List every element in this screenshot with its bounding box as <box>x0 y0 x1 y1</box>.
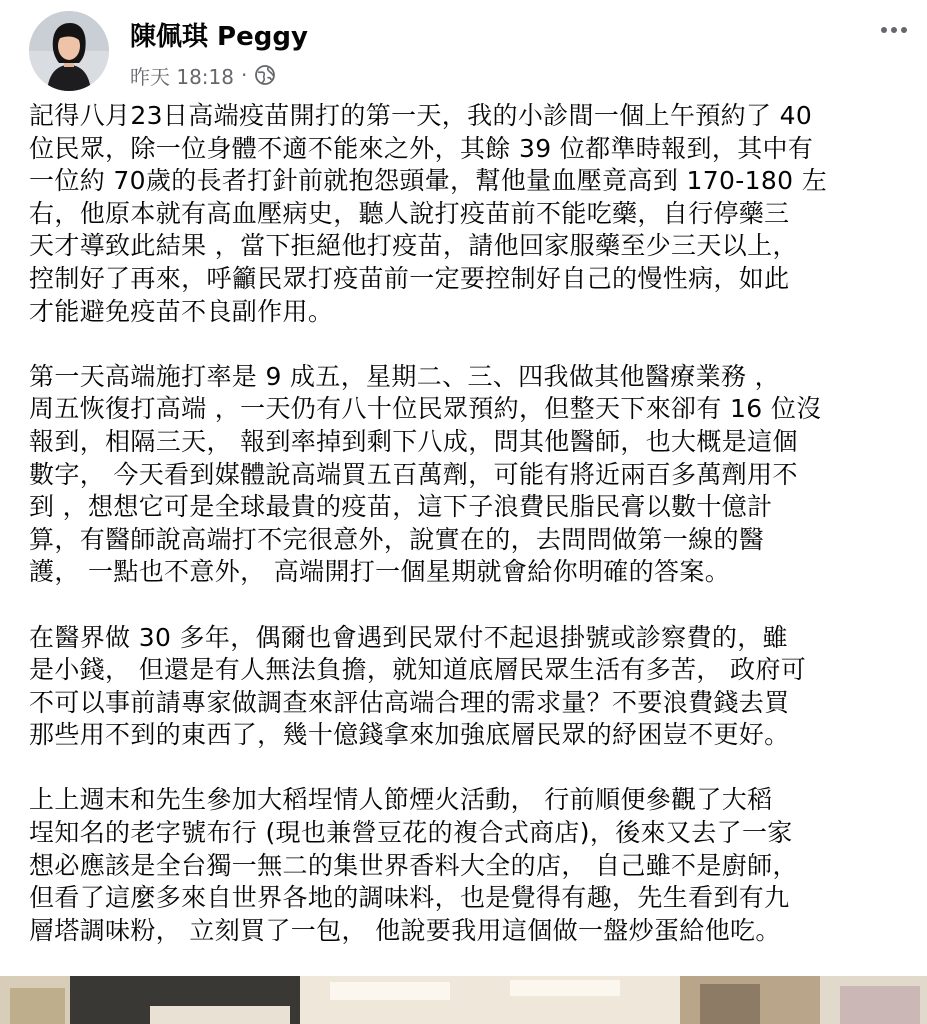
post-paragraph-1: 記得八月23日高端疫苗開打的第一天，我的小診間一個上午預約了 40 位民眾，除一位身體不適不能來之外，其餘 39 位都準時報到，其中有 一位約 70歲的長者打針前就抱怨頭暈，幫他量血壓竟高到 170-180 左 右，他原本就有高血壓病史，聽人說打疫苗前不能吃藥，自行停藥三 天才導致此結果 ，當下拒絕他打疫苗，請他回家服藥至少三天以上， 控制好了再來，呼籲民眾打疫苗前一定要控制好自己的慢性病，如此 才能避免疫苗不良副作用。 <box>29 101 828 326</box>
post-paragraph-2: 第一天高端施打率是 9 成五，星期二、三、四我做其他醫療業務 ， 周五恢復打高端 ，一天仍有八十位民眾預約，但整天下來卻有 16 位沒 報到，相隔三天， 報到率掉到剩下八成，問其他醫師，也大概是這個 數字， 今天看到媒體說高端買五百萬劑，可能有將近兩百多萬劑用不 到 ，想想它可是全球最貴的疫苗，這下子浪費民脂民膏以數十億計 算，有醫師說高端打不完很意外，說實在的，去問問做第一線的醫 護， 一點也不意外， 高端開打一個星期就會給你明確的答案。 <box>29 361 822 587</box>
post-timestamp[interactable]: 昨天 18:18 <box>130 64 234 89</box>
more-horizontal-icon[interactable] <box>879 20 909 40</box>
post-photo[interactable] <box>0 976 927 1024</box>
globe-icon[interactable] <box>254 64 276 86</box>
post-photo-image <box>0 976 927 1024</box>
post-header <box>0 0 927 96</box>
meta-separator: · <box>241 63 248 87</box>
avatar-photo <box>29 11 109 91</box>
post-text <box>29 100 904 980</box>
post-paragraph-3: 在醫界做 30 多年，偶爾也會遇到民眾付不起退掛號或診察費的，雖 是小錢， 但還是有人無法負擔，就知道底層民眾生活有多苦， 政府可 不可以事前請專家做調查來評估高端合理的需求量？不要浪費錢去買 那些用不到的東西了，幾十億錢拿來加強底層民眾的紓困豈不更好。 <box>29 622 807 750</box>
post-meta <box>130 60 276 90</box>
author-avatar[interactable] <box>29 11 109 91</box>
author-name[interactable]: 陳佩琪 Peggy <box>130 22 308 52</box>
post-paragraph-4: 上上週末和先生參加大稻埕情人節煙火活動， 行前順便參觀了大稻 埕知名的老字號布行 (現也兼營豆花的複合式商店)，後來又去了一家 想必應該是全台獨一無二的集世界香料大全的店， 自己雖不是廚師， 但看了這麼多來自世界各地的調味料，也是覺得有趣，先生看到有九 層塔調味粉， 立刻買了一包， 他說要我用這個做一盤炒蛋給他吃。 <box>29 785 798 945</box>
